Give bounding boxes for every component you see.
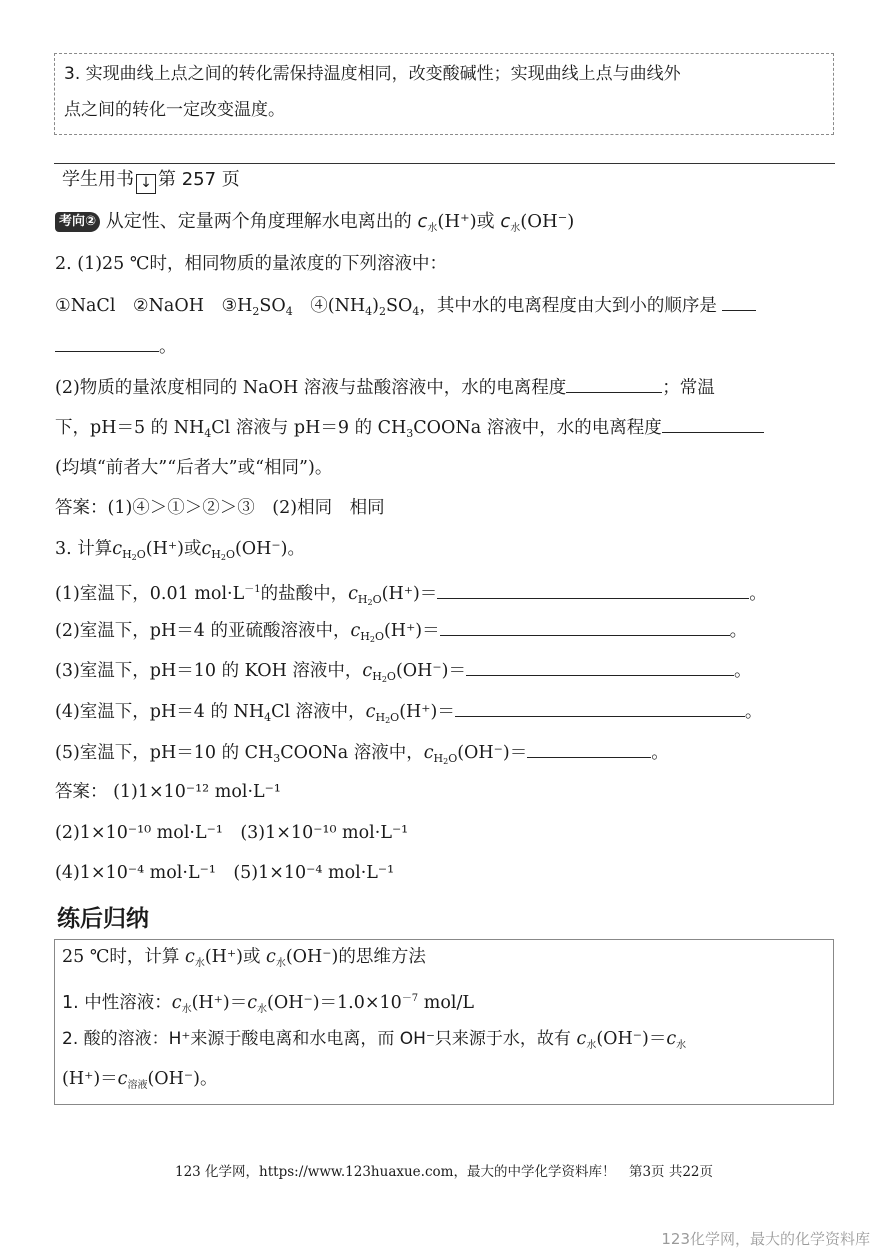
answer-blank[interactable] xyxy=(437,581,749,599)
answer-blank[interactable] xyxy=(566,375,662,393)
q2-stem: 2. (1)25 ℃时，相同物质的量浓度的下列溶液中： xyxy=(55,254,447,274)
q2-p2b: 下，pH＝5 的 NH xyxy=(55,418,205,438)
topic-text: 从定性、定量两个角度理解水电离出的 xyxy=(105,211,412,232)
ref-prefix: 学生用书 xyxy=(62,169,134,190)
q3-item-2: (2)室温下，pH＝4 的亚硫酸溶液中，$c_{H_2O}(H^+)=$ 。 xyxy=(55,618,747,652)
exponent: －1 xyxy=(244,584,261,595)
q2-p2b-tail: COONa 溶液中，水的电离程度 xyxy=(413,418,662,438)
q3-item-lead: (1)室温下，0.01 mol·L xyxy=(55,584,245,604)
watermark: 123化学网，最大的化学资料库 xyxy=(661,1230,870,1248)
answer-blank[interactable] xyxy=(722,293,756,311)
q2-p2a-tail: ；常温 xyxy=(662,378,715,398)
summary-l2b: (OH⁻)＝ xyxy=(596,1029,667,1049)
summary-head-b: (H⁺)或 xyxy=(204,947,261,967)
answer-label: 答案： xyxy=(55,782,108,802)
tip-line-1: 3. 实现曲线上点之间的转化需保持温度相同，改变酸碱性；实现曲线上点与曲线外 xyxy=(64,64,681,84)
q3-item-4: (4)室温下，pH＝4 的 $NH_4Cl$ 溶液中，$c_{H_2O}(H^+)=$ 。 xyxy=(55,699,762,733)
topic-heading xyxy=(55,210,574,241)
q3-item-tail: 的盐酸中， xyxy=(260,584,349,604)
q3-stem-c: (OH⁻)。 xyxy=(234,539,305,559)
tip-line-2: 点之间的转化一定改变温度。 xyxy=(64,100,285,120)
summary-l1a: 1. 中性溶液： xyxy=(62,993,172,1013)
q3-item-tail: COONa 溶液中， xyxy=(280,743,424,763)
q2-part2-line3: (均填“前者大”“后者大”或“相同”)。 xyxy=(55,458,333,478)
q3-item-lead: (3)室温下，pH＝10 的 KOH 溶液中， xyxy=(55,661,363,681)
q3-answer-line: (1)1×10⁻¹² mol·L⁻¹ xyxy=(113,782,281,802)
ref-page: 第 257 页 xyxy=(158,169,240,190)
c-symbol: c xyxy=(500,211,511,232)
q3-item-ion: (H⁺)＝ xyxy=(381,584,438,604)
q3-item-lead: (5)室温下，pH＝10 的 CH xyxy=(55,743,274,763)
q3-item-5: (5)室温下，pH＝10 的 $CH_3COONa$ 溶液中，$c_{H_2O}(OH^-)=$ 。 xyxy=(55,740,669,774)
c-symbol: c xyxy=(417,211,428,232)
sub-water: 水 xyxy=(510,223,521,234)
q3-answer-1 xyxy=(55,780,281,804)
q2-p2a: (2)物质的量浓度相同的 NaOH 溶液与盐酸溶液中，水的电离程度 xyxy=(55,378,567,398)
q3-item-ion: (OH⁻)＝ xyxy=(457,743,528,763)
q2-answer-text: (1)④＞①＞②＞③ (2)相同 相同 xyxy=(107,498,385,518)
q3-item-ion: (H⁺)＝ xyxy=(399,702,455,722)
answer-label: 答案： xyxy=(55,498,108,518)
summary-head-a: 25 ℃时，计算 xyxy=(62,947,180,967)
answer-blank[interactable] xyxy=(455,699,745,717)
answer-blank[interactable] xyxy=(55,334,159,352)
answer-blank[interactable] xyxy=(527,740,651,758)
summary-l2a: 2. 酸的溶液：H⁺来源于酸电离和水电离，而 OH⁻只来源于水，故有 xyxy=(62,1029,571,1049)
page-footer: 123 化学网，https://www.123huaxue.com，最大的中学化学资料库！ 第3页 共22页 xyxy=(174,1164,713,1180)
summary-head: 25 ℃时，计算 $c_水(H^+)$或 $c_水(OH^-)$的思维方法 xyxy=(62,947,426,969)
sub-water: 水 xyxy=(427,223,438,234)
q2-options-lead: ①NaCl ②NaOH ③H xyxy=(55,296,253,316)
q2-part2-line1 xyxy=(55,375,715,400)
q2-answer xyxy=(55,496,385,520)
summary-line-1: 1. 中性溶液：$c_水(H^+)=c_水(OH^-)=1.0\times 10^{-7}$ mol/L xyxy=(62,993,474,1015)
q3-stem-a: 3. 计算 xyxy=(55,539,113,559)
topic-ion-1: (H⁺)或 xyxy=(437,211,495,232)
q3-item-3: (3)室温下，pH＝10 的 KOH 溶液中，$c_{H_2O}(OH^-)=$ 。 xyxy=(55,658,751,692)
summary-l1c: (OH⁻)＝1.0×10 xyxy=(267,993,402,1013)
topic-tag: 考向② xyxy=(55,212,100,232)
summary-head-c: (OH⁻)的思维方法 xyxy=(285,947,426,967)
answer-blank[interactable] xyxy=(440,618,730,636)
q2-p2b-mid: Cl 溶液与 pH＝9 的 CH xyxy=(211,418,407,438)
q3-stem-b: (H⁺)或 xyxy=(145,539,202,559)
summary-l1b: (H⁺)＝ xyxy=(191,993,248,1013)
divider xyxy=(54,163,835,164)
sub-solution: 溶液 xyxy=(127,1080,148,1091)
q2-part2-line2: 下，pH＝5 的 $NH_4Cl$ 溶液与 pH＝9 的 $CH_3COONa$ 溶液中，水的电离程度 xyxy=(55,415,764,446)
q3-stem: 3. 计算$c_{H_2O}(H^+)$或$c_{H_2O}(OH^-)$。 xyxy=(55,539,305,562)
summary-line-2: 2. 酸的溶液：H⁺来源于酸电离和水电离，而 OH⁻只来源于水，故有 $c_水(OH^-)=c_水$ xyxy=(62,1029,687,1051)
exponent: －7 xyxy=(401,993,419,1004)
q2-blank-row xyxy=(55,334,177,359)
down-arrow-icon: ↓ xyxy=(136,174,156,194)
q2-end-dot: 。 xyxy=(159,337,177,357)
q3-item-ion: (OH⁻)＝ xyxy=(395,661,466,681)
q3-item-ion: (H⁺)＝ xyxy=(383,621,440,641)
section-title: 练后归纳 xyxy=(57,906,149,932)
q3-item-tail: Cl 溶液中， xyxy=(271,702,366,722)
q3-item-lead: (4)室温下，pH＝4 的 NH xyxy=(55,702,265,722)
q3-answer-2: (2)1×10⁻¹⁰ mol·L⁻¹ (3)1×10⁻¹⁰ mol·L⁻¹ xyxy=(55,823,409,843)
summary-l3a: (H⁺)＝ xyxy=(62,1069,118,1089)
q3-answer-3: (4)1×10⁻⁴ mol·L⁻¹ (5)1×10⁻⁴ mol·L⁻¹ xyxy=(55,863,395,883)
q2-options: ①NaCl ②NaOH $③H_2SO_4$ $④(NH_4)_2SO_4$，其中水的电离程度由大到小的顺序是 xyxy=(55,293,756,324)
q3-item-1: (1)室温下，0.01 $mol\cdot L^{-1}$的盐酸中，$c_{H_2O}(H^+)=$ 。 xyxy=(55,578,767,615)
summary-line-3: $(H^+)=c_{溶液}(OH^-)$。 xyxy=(62,1069,218,1091)
q3-item-lead: (2)室温下，pH＝4 的亚硫酸溶液中， xyxy=(55,621,351,641)
q2-options-tail: ，其中水的电离程度由大到小的顺序是 xyxy=(419,296,717,316)
summary-l1d: mol/L xyxy=(418,993,474,1013)
answer-blank[interactable] xyxy=(662,415,764,433)
book-reference xyxy=(62,168,240,194)
topic-ion-2: (OH⁻) xyxy=(520,211,575,232)
answer-blank[interactable] xyxy=(466,658,734,676)
summary-l3b: (OH⁻)。 xyxy=(147,1069,218,1089)
